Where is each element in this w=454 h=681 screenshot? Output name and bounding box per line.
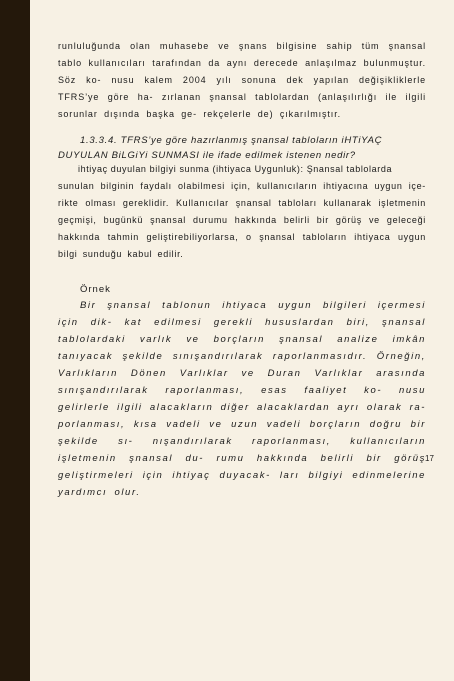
example-paragraph xyxy=(58,297,426,501)
example-label: Örnek xyxy=(80,284,111,295)
paragraph-1: runluluğunda olan muhasebe ve şnans bilgisine sahip tüm şnansal tablo kullanıcıları tarafından da aynı derecede anlaşılmaz bulunmuştur. Söz ko- nusu kalem 2004 yılı sonuna dek yapılan değişikliklerle TFRS’ye göre ha- zırlanan şnansal tablolardan (anlaşılırlığı ile ilgili sorunlar dışında başka ge- rekçelerle de) çıkarılmıştır. xyxy=(58,41,426,119)
document-page xyxy=(30,0,454,681)
section-heading xyxy=(58,133,426,163)
page-content xyxy=(58,38,426,501)
footnote-marker: 17 xyxy=(425,454,434,463)
example-paragraph-text: Bir şnansal tablonun ihtiyaca uygun bilgileri içermesi için dik- kat edilmesi gerekli hususlardan biri, şnansal tablolardaki varlık ve borçların şnansal analize imkân tanıyacak şekilde sınışandırılarak raporlanmasıdır. Örneğin, Varlıkların Dönen Varlıklar ve Duran Varlıklar arasında sınışandırılarak raporlanması, esas faaliyet ko- nusu gelirlerle ilgili alacakların diğer alacaklardan ayrı olarak ra- porlanması, kısa vadeli ve uzun vadeli borçların doğru bir şekilde sı- nışandırılarak raporlanması, kullanıcıların işletmenin şnansal du- rumu hakkında belirli bir görüş geliştirmeleri için ihtiyaç duyacak- ları bilgiyi edinmelerine yardımcı olur. xyxy=(58,300,426,498)
section-number: 1.3.3.4. xyxy=(80,135,118,146)
section-heading-text: TFRS’ye göre hazırlanmış şnansal tabloların iHTiYAÇ DUYULAN BiLGiYi SUNMASI ile ifade edilmek istenen nedir? xyxy=(58,135,383,161)
paragraph-2: sunulan bilginin faydalı olabilmesi için, kullanıcıların ihtiyacına uygun içe- rikte olması gereklidir. Kullanıcılar şnansal tabloları kullanarak işletmenin geçmişi, bugünkü şnansal durumu hakkında belirli bir görüş ve geleceği hakkında tahmin geliştirebiliyorlarsa, o şnansal tabloların ihtiyaca uygun bilgi sunduğu kabul edilir. xyxy=(58,181,426,259)
subheading: ihtiyaç duyulan bilgiyi sunma (ihtiyaca Uygunluk): Şnansal tablolarda xyxy=(78,164,393,174)
book-spine xyxy=(0,0,30,681)
